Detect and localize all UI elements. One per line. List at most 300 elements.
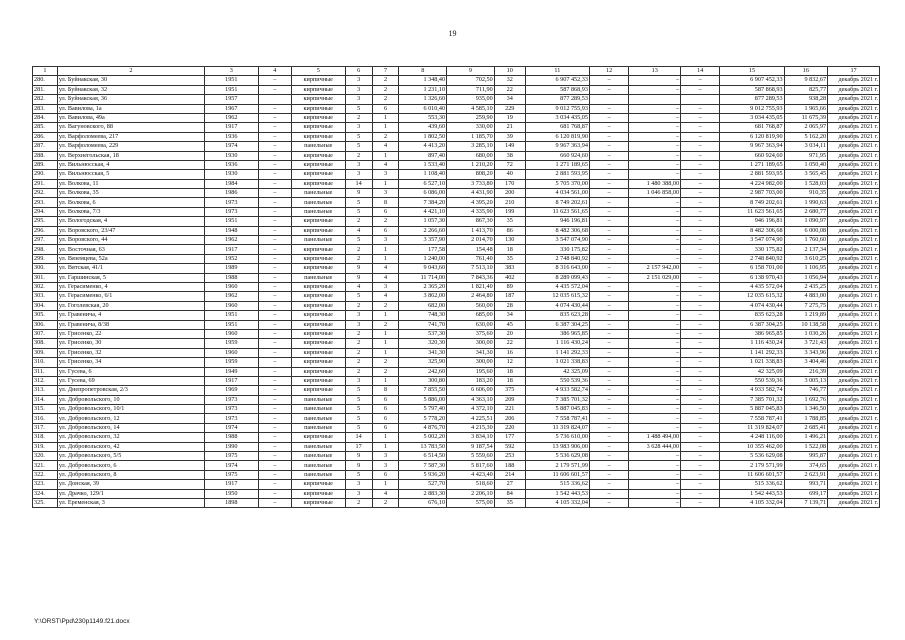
cell-completion-date: декабрь 2021 г. (828, 85, 880, 94)
cell-col-4: – (258, 123, 291, 132)
cell-total-area: 7 855,50 (399, 386, 447, 395)
cell-col-15-cost: 386 965,85 (720, 329, 784, 338)
cell-year-built: 1960 (204, 301, 258, 310)
cell-floors: 5 (345, 423, 372, 432)
cell-col-13: – (629, 386, 681, 395)
cell-residents: 177 (494, 433, 525, 442)
cell-cost-per-m2: 2 137,34 (784, 245, 827, 254)
cell-cost-per-m2: 3 721,43 (784, 339, 827, 348)
cell-row-number: 290. (33, 170, 58, 179)
cell-residents: 27 (494, 480, 525, 489)
cell-living-area: 5 559,60 (447, 452, 495, 461)
cell-year-built: 1973 (204, 198, 258, 207)
cell-col-13: – (629, 151, 681, 160)
cell-col-14: – (681, 217, 720, 226)
cell-completion-date: декабрь 2021 г. (828, 217, 880, 226)
cell-col-13: – (629, 207, 681, 216)
cell-floors: 3 (345, 320, 372, 329)
cell-completion-date: декабрь 2021 г. (828, 282, 880, 291)
cell-col-14: – (681, 123, 720, 132)
cell-floors: 5 (345, 386, 372, 395)
cell-living-area: 680,00 (447, 151, 495, 160)
cell-residents: 221 (494, 405, 525, 414)
cell-residents: 34 (494, 311, 525, 320)
cell-wall-material: кирпичные (291, 160, 345, 169)
cell-entrances: 4 (372, 142, 399, 151)
cell-address: ул. Днепропетровская, 2/3 (57, 386, 204, 395)
cell-year-built: 1988 (204, 433, 258, 442)
cell-col-12: – (589, 254, 628, 263)
cell-col-15-cost: 1 542 443,53 (720, 489, 784, 498)
cell-col-13: 1 488 494,00 (629, 433, 681, 442)
cell-col-13: – (629, 217, 681, 226)
cell-total-area: 6 527,10 (399, 179, 447, 188)
cell-col-15-cost: 5 887 045,83 (720, 405, 784, 414)
cell-living-area: 7 513,10 (447, 264, 495, 273)
cell-year-built: 1951 (204, 217, 258, 226)
cell-col-12: – (589, 198, 628, 207)
cell-address: ул. Гусева, 6 (57, 367, 204, 376)
cell-living-area: 560,00 (447, 301, 495, 310)
cell-living-area: 1 210,20 (447, 160, 495, 169)
cell-col-4: – (258, 470, 291, 479)
cell-col-14: – (681, 85, 720, 94)
cell-total-area: 300,80 (399, 376, 447, 385)
table-row (33, 179, 880, 188)
cell-cost-per-m2: 1 528,03 (784, 179, 827, 188)
cell-address: ул. Донская, 39 (57, 480, 204, 489)
cell-living-area: 5 817,60 (447, 461, 495, 470)
cell-address: ул. Грисенко, 30 (57, 339, 204, 348)
table-row (33, 414, 880, 423)
cell-living-area: 685,00 (447, 311, 495, 320)
cell-total-area: 13 783,50 (399, 442, 447, 451)
cell-col-13: – (629, 480, 681, 489)
cell-cost-per-m2: 971,95 (784, 151, 827, 160)
cell-total-cost: 1 116 430,24 (525, 339, 589, 348)
cell-col-4: – (258, 320, 291, 329)
cell-entrances: 2 (372, 498, 399, 507)
cell-col-14: – (681, 198, 720, 207)
cell-residents: 21 (494, 123, 525, 132)
cell-residents: 39 (494, 132, 525, 141)
cell-address: ул. Добровольского, 10/1 (57, 405, 204, 414)
column-header-7: 7 (372, 67, 399, 76)
cell-col-12: – (589, 76, 628, 85)
cell-wall-material: кирпичные (291, 339, 345, 348)
cell-entrances: 3 (372, 236, 399, 245)
table-row (33, 461, 880, 470)
cell-residents: 35 (494, 254, 525, 263)
cell-year-built: 1949 (204, 367, 258, 376)
cell-col-12: – (589, 498, 628, 507)
cell-col-13: 1 480 388,00 (629, 179, 681, 188)
cell-col-15-cost: 9 967 363,94 (720, 142, 784, 151)
cell-col-15-cost: 4 105 332,04 (720, 498, 784, 507)
cell-entrances: 3 (372, 452, 399, 461)
cell-year-built: 1951 (204, 76, 258, 85)
cell-address: ул. Вологодская, 4 (57, 217, 204, 226)
cell-entrances: 2 (372, 358, 399, 367)
cell-total-cost: 4 074 430,44 (525, 301, 589, 310)
cell-col-15-cost: 330 175,82 (720, 245, 784, 254)
cell-entrances: 2 (372, 95, 399, 104)
cell-wall-material: кирпичные (291, 348, 345, 357)
cell-wall-material: кирпичные (291, 245, 345, 254)
cell-completion-date: декабрь 2021 г. (828, 254, 880, 263)
cell-entrances: 6 (372, 104, 399, 113)
cell-col-15-cost: 6 387 304,25 (720, 320, 784, 329)
cell-cost-per-m2: 938,28 (784, 95, 827, 104)
cell-total-area: 5 936,20 (399, 470, 447, 479)
cell-col-14: – (681, 226, 720, 235)
cell-total-area: 897,40 (399, 151, 447, 160)
cell-total-cost: 515 336,62 (525, 480, 589, 489)
cell-total-area: 1 108,40 (399, 170, 447, 179)
cell-row-number: 298. (33, 245, 58, 254)
cell-col-14: – (681, 142, 720, 151)
cell-col-12: – (589, 170, 628, 179)
cell-address: ул. Варфоломеева, 229 (57, 142, 204, 151)
cell-row-number: 283. (33, 104, 58, 113)
cell-row-number: 312. (33, 376, 58, 385)
cell-entrances: 6 (372, 207, 399, 216)
cell-total-area: 5 797,40 (399, 405, 447, 414)
cell-entrances: 1 (372, 113, 399, 122)
cell-col-13: 2 151 029,00 (629, 273, 681, 282)
cell-cost-per-m2: 10 138,58 (784, 320, 827, 329)
cell-total-area: 741,70 (399, 320, 447, 329)
cell-col-4: – (258, 160, 291, 169)
cell-wall-material: кирпичные (291, 76, 345, 85)
cell-row-number: 281. (33, 85, 58, 94)
cell-completion-date: декабрь 2021 г. (828, 245, 880, 254)
cell-floors: 5 (345, 414, 372, 423)
table-row (33, 320, 880, 329)
cell-living-area: 4 423,40 (447, 470, 495, 479)
cell-completion-date: декабрь 2021 г. (828, 264, 880, 273)
cell-col-13: – (629, 292, 681, 301)
cell-total-cost: 3 034 435,05 (525, 113, 589, 122)
cell-total-cost: 7 385 701,32 (525, 395, 589, 404)
cell-cost-per-m2: 2 623,91 (784, 470, 827, 479)
cell-cost-per-m2: 3 404,46 (784, 358, 827, 367)
cell-entrances: 1 (372, 329, 399, 338)
cell-wall-material: кирпичные (291, 376, 345, 385)
cell-row-number: 287. (33, 142, 58, 151)
cell-year-built: 1898 (204, 498, 258, 507)
cell-total-area: 439,60 (399, 123, 447, 132)
cell-floors: 2 (345, 151, 372, 160)
cell-living-area: 702,50 (447, 76, 495, 85)
cell-row-number: 306. (33, 320, 58, 329)
cell-cost-per-m2: 1 522,08 (784, 442, 827, 451)
cell-residents: 383 (494, 264, 525, 273)
cell-total-cost: 8 289 099,43 (525, 273, 589, 282)
cell-row-number: 325. (33, 498, 58, 507)
cell-year-built: 1974 (204, 461, 258, 470)
table-row (33, 489, 880, 498)
cell-total-area: 4 413,20 (399, 142, 447, 151)
cell-floors: 4 (345, 226, 372, 235)
cell-total-cost: 5 887 045,83 (525, 405, 589, 414)
cell-entrances: 1 (372, 123, 399, 132)
cell-col-13: – (629, 311, 681, 320)
cell-col-14: – (681, 245, 720, 254)
cell-total-cost: 2 881 593,95 (525, 170, 589, 179)
cell-address: ул. Добровольского, 12 (57, 414, 204, 423)
cell-living-area: 2 014,70 (447, 236, 495, 245)
cell-total-area: 537,30 (399, 329, 447, 338)
cell-residents: 229 (494, 104, 525, 113)
cell-total-cost: 386 965,85 (525, 329, 589, 338)
cell-living-area: 4 431,90 (447, 189, 495, 198)
cell-row-number: 320. (33, 452, 58, 461)
cell-floors: 5 (345, 236, 372, 245)
cell-wall-material: кирпичные (291, 264, 345, 273)
cell-total-cost: 1 271 189,65 (525, 160, 589, 169)
cell-col-13: – (629, 226, 681, 235)
cell-col-12: – (589, 207, 628, 216)
cell-floors: 3 (345, 76, 372, 85)
cell-col-12: – (589, 301, 628, 310)
cell-col-14: – (681, 282, 720, 291)
cell-total-cost: 8 749 202,61 (525, 198, 589, 207)
cell-address: ул. Добровольского, 8 (57, 470, 204, 479)
cell-row-number: 313. (33, 386, 58, 395)
cell-floors: 3 (345, 85, 372, 94)
cell-total-area: 5 778,20 (399, 414, 447, 423)
cell-entrances: 3 (372, 282, 399, 291)
cell-floors: 14 (345, 433, 372, 442)
cell-col-12: – (589, 142, 628, 151)
cell-col-12: – (589, 273, 628, 282)
cell-col-4: – (258, 301, 291, 310)
cell-total-area: 6 010,40 (399, 104, 447, 113)
cell-total-area: 1 326,60 (399, 95, 447, 104)
cell-living-area: 2 206,10 (447, 489, 495, 498)
cell-floors: 2 (345, 113, 372, 122)
cell-cost-per-m2: 11 675,39 (784, 113, 827, 122)
cell-entrances: 3 (372, 189, 399, 198)
cell-col-15-cost: 5 536 629,08 (720, 452, 784, 461)
cell-residents: 200 (494, 189, 525, 198)
cell-col-13: – (629, 170, 681, 179)
cell-entrances: 2 (372, 367, 399, 376)
cell-total-cost: 1 542 443,53 (525, 489, 589, 498)
cell-address: ул. Верхнегольская, 18 (57, 151, 204, 160)
cell-col-13: – (629, 470, 681, 479)
cell-col-4 (258, 95, 291, 104)
cell-floors: 9 (345, 461, 372, 470)
cell-address: ул. Гоголевская, 20 (57, 301, 204, 310)
cell-year-built: 1984 (204, 179, 258, 188)
column-header-4: 4 (258, 67, 291, 76)
cell-total-cost: 6 387 304,25 (525, 320, 589, 329)
table-row (33, 423, 880, 432)
cell-row-number: 314. (33, 395, 58, 404)
cell-col-4: – (258, 442, 291, 451)
cell-col-13: – (629, 254, 681, 263)
cell-year-built: 1960 (204, 329, 258, 338)
cell-cost-per-m2: 5 162,20 (784, 132, 827, 141)
cell-col-13: 2 157 942,00 (629, 264, 681, 273)
cell-wall-material: панельные (291, 414, 345, 423)
cell-completion-date: декабрь 2021 г. (828, 470, 880, 479)
cell-living-area: 4 395,20 (447, 198, 495, 207)
cell-total-area: 553,30 (399, 113, 447, 122)
cell-address: ул. Вавилова, 49а (57, 113, 204, 122)
cell-col-4: – (258, 358, 291, 367)
cell-row-number: 300. (33, 264, 58, 273)
cell-col-4: – (258, 452, 291, 461)
table-row (33, 198, 880, 207)
table-row (33, 236, 880, 245)
cell-entrances: 3 (372, 461, 399, 470)
cell-completion-date: декабрь 2021 г. (828, 423, 880, 432)
cell-total-cost: 946 196,81 (525, 217, 589, 226)
cell-cost-per-m2: 3 565,45 (784, 170, 827, 179)
cell-living-area: 4 372,10 (447, 405, 495, 414)
column-header-6: 6 (345, 67, 372, 76)
cell-residents: 35 (494, 217, 525, 226)
cell-residents: 206 (494, 414, 525, 423)
cell-residents: 253 (494, 452, 525, 461)
table-row (33, 85, 880, 94)
cell-cost-per-m2: 1 346,50 (784, 405, 827, 414)
cell-cost-per-m2: 1 965,66 (784, 104, 827, 113)
cell-total-cost: 835 623,28 (525, 311, 589, 320)
cell-completion-date: декабрь 2021 г. (828, 301, 880, 310)
table-row (33, 395, 880, 404)
cell-residents: 220 (494, 423, 525, 432)
cell-col-12: – (589, 311, 628, 320)
cell-wall-material: кирпичные (291, 179, 345, 188)
cell-row-number: 294. (33, 207, 58, 216)
cell-completion-date: декабрь 2021 г. (828, 320, 880, 329)
cell-residents: 18 (494, 376, 525, 385)
cell-wall-material: кирпичные (291, 320, 345, 329)
cell-row-number: 280. (33, 76, 58, 85)
cell-col-4: – (258, 433, 291, 442)
cell-col-13: – (629, 423, 681, 432)
cell-total-area: 320,30 (399, 339, 447, 348)
column-header-5: 5 (291, 67, 345, 76)
cell-col-4: – (258, 236, 291, 245)
cell-residents: 210 (494, 198, 525, 207)
cell-col-15-cost: 4 248 116,00 (720, 433, 784, 442)
cell-col-4: – (258, 170, 291, 179)
cell-address: ул. Вильнюсская, 4 (57, 160, 204, 169)
cell-cost-per-m2: 995,87 (784, 452, 827, 461)
cell-address: ул. Грисенко, 22 (57, 329, 204, 338)
cell-col-14: – (681, 320, 720, 329)
cell-living-area: 575,00 (447, 498, 495, 507)
cell-row-number: 296. (33, 226, 58, 235)
cell-col-15-cost: 42 325,09 (720, 367, 784, 376)
cell-col-12: – (589, 489, 628, 498)
cell-completion-date: декабрь 2021 г. (828, 142, 880, 151)
cell-entrances: 1 (372, 480, 399, 489)
table-row (33, 113, 880, 122)
cell-total-cost: 4 034 561,00 (525, 189, 589, 198)
cell-year-built: 1917 (204, 245, 258, 254)
cell-col-12: – (589, 113, 628, 122)
cell-entrances: 8 (372, 198, 399, 207)
cell-wall-material: кирпичные (291, 104, 345, 113)
cell-col-13: – (629, 414, 681, 423)
cell-living-area: 330,00 (447, 123, 495, 132)
cell-address: ул. Волкова, 7/3 (57, 207, 204, 216)
cell-completion-date: декабрь 2021 г. (828, 452, 880, 461)
cell-wall-material: кирпичные (291, 301, 345, 310)
cell-total-cost: 1 021 338,83 (525, 358, 589, 367)
cell-col-13: – (629, 282, 681, 291)
cell-wall-material: кирпичные (291, 433, 345, 442)
cell-completion-date: декабрь 2021 г. (828, 367, 880, 376)
cell-floors: 2 (345, 301, 372, 310)
cell-col-14: – (681, 104, 720, 113)
cell-wall-material: кирпичные (291, 132, 345, 141)
cell-col-4: – (258, 142, 291, 151)
cell-col-15-cost: 8 482 306,68 (720, 226, 784, 235)
cell-row-number: 295. (33, 217, 58, 226)
cell-address: ул. Еременская, 3 (57, 498, 204, 507)
cell-total-cost: 6 120 819,90 (525, 132, 589, 141)
cell-col-13: 3 628 444,00 (629, 442, 681, 451)
cell-floors: 3 (345, 480, 372, 489)
cell-col-15-cost: 7 385 701,32 (720, 395, 784, 404)
cell-col-4: – (258, 245, 291, 254)
cell-col-12: – (589, 433, 628, 442)
column-header-13: 13 (629, 67, 681, 76)
cell-col-15-cost: 550 539,36 (720, 376, 784, 385)
cell-residents: 18 (494, 245, 525, 254)
cell-address: ул. Добровольского, 14 (57, 423, 204, 432)
cell-living-area: 300,00 (447, 358, 495, 367)
cell-residents: 20 (494, 329, 525, 338)
cell-entrances: 2 (372, 132, 399, 141)
cell-floors: 5 (345, 292, 372, 301)
cell-total-cost: 877 289,53 (525, 95, 589, 104)
cell-floors: 9 (345, 189, 372, 198)
cell-col-12: – (589, 480, 628, 489)
cell-year-built: 1974 (204, 142, 258, 151)
cell-col-12: – (589, 348, 628, 357)
cell-residents: 38 (494, 151, 525, 160)
cell-entrances: 2 (372, 85, 399, 94)
cell-living-area: 761,40 (447, 254, 495, 263)
cell-row-number: 323. (33, 480, 58, 489)
cell-completion-date: декабрь 2021 г. (828, 329, 880, 338)
cell-total-cost: 11 319 824,07 (525, 423, 589, 432)
cell-col-15-cost: 1 141 292,33 (720, 348, 784, 357)
cell-row-number: 303. (33, 292, 58, 301)
cell-living-area: 867,30 (447, 217, 495, 226)
cell-col-14: – (681, 311, 720, 320)
cell-year-built: 1973 (204, 414, 258, 423)
column-header-10: 10 (494, 67, 525, 76)
cell-total-cost: 9 967 363,94 (525, 142, 589, 151)
table-row (33, 254, 880, 263)
cell-cost-per-m2: 2 435,25 (784, 282, 827, 291)
cell-address: ул. Грисенко, 34 (57, 358, 204, 367)
cell-living-area: 7 843,36 (447, 273, 495, 282)
cell-cost-per-m2: 7 275,75 (784, 301, 827, 310)
cell-floors: 3 (345, 311, 372, 320)
cell-total-area: 7 384,20 (399, 198, 447, 207)
cell-total-cost: 42 325,09 (525, 367, 589, 376)
